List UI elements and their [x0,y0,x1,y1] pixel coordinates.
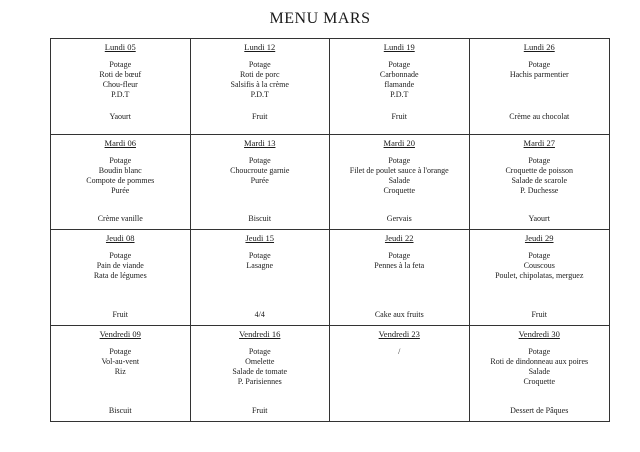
dessert-item: Fruit [531,309,548,319]
dish-item: Potage [528,251,551,260]
day-label: Lundi 05 [104,42,136,52]
day-label: Mardi 13 [244,137,276,148]
dish-list [330,156,469,196]
dish-item: Roti de bœuf [99,70,142,79]
dish-list [470,347,610,387]
dish-item: Potage [109,60,132,69]
dessert-item: Fruit [251,111,268,121]
dessert-item: Crème au chocolat [509,111,570,121]
dish-list [51,60,190,100]
dish-item: P. Parisiennes [237,376,282,386]
dish-list [470,60,610,80]
dish-item: Potage [109,155,132,165]
dessert-item: Fruit [112,309,129,319]
dessert-item: Biscuit [108,406,132,415]
dish-item: Potage [109,346,132,356]
dish-item: Purée [250,175,269,185]
dish-item: Salade de tomate [232,366,288,376]
menu-cell [51,326,191,422]
dessert-item: Cake aux fruits [374,309,424,319]
dish-list [191,60,330,100]
dish-list [330,60,469,100]
dish-item: Salade [528,366,550,376]
dessert-item: Dessert de Pâques [510,406,569,415]
dish-item: Lasagne [246,261,274,270]
dish-item: Potage [528,155,551,165]
dish-item: Potage [388,60,411,69]
dish-item: Potage [248,346,271,356]
dish-item: Chou-fleur [102,80,138,89]
menu-cell [330,135,470,231]
menu-cell [191,135,331,231]
dish-list [470,251,610,281]
dish-item: Roti de dindonneau aux poires [490,356,589,366]
dish-list [330,347,469,357]
dish-item: P.D.T [250,90,269,99]
dessert-item: 4/4 [254,309,265,319]
dessert-item: Biscuit [248,214,272,223]
dish-item: flamande [384,80,415,89]
dessert-item: Yaourt [528,214,550,223]
menu-cell [191,326,331,422]
dish-item: Pain de viande [96,261,144,270]
dish-item: Filet de poulet sauce à l'orange [349,165,449,175]
dish-item: Potage [248,155,271,165]
day-label: Vendredi 30 [518,328,560,339]
dish-item: Potage [528,60,551,69]
dish-item: Carbonnade [379,70,419,79]
day-label: Jeudi 08 [105,233,135,243]
dish-item: Poulet, chipolatas, merguez [495,271,584,280]
day-label: Mardi 27 [523,137,555,148]
day-label: Mardi 20 [383,137,415,148]
day-label: Jeudi 22 [384,233,414,243]
menu-cell [191,230,331,326]
dish-list [51,156,190,196]
menu-cell [51,39,191,135]
menu-cell [470,326,610,422]
dish-item: Roti de porc [239,70,280,79]
day-label: Jeudi 29 [524,233,554,243]
dish-item: Potage [248,60,271,69]
day-label: Vendredi 16 [239,328,281,339]
menu-grid [50,38,610,422]
dish-item: Croquette [383,185,416,195]
menu-cell [191,39,331,135]
day-label: Vendredi 23 [378,328,420,339]
dessert-item: Yaourt [109,111,131,121]
dish-item: P.D.T [111,90,130,99]
menu-cell [330,326,470,422]
dish-item: P.D.T [390,90,409,99]
dessert-item: Crème vanille [97,214,143,223]
day-label: Lundi 19 [383,42,415,52]
dish-list [191,156,330,186]
dish-item: Potage [109,251,132,260]
menu-cell [470,230,610,326]
dish-item: Potage [248,251,271,260]
dish-list [51,251,190,281]
dish-item: Salade [388,175,410,185]
dish-list [470,156,610,196]
menu-cell [51,135,191,231]
dish-item: Salade de scarole [511,175,568,185]
dish-item: Salsifis à la crème [230,80,289,89]
dish-item: Pennes à la feta [374,261,425,270]
day-label: Lundi 12 [244,42,276,52]
dish-item: Potage [388,155,411,165]
menu-cell [330,230,470,326]
dish-list [191,251,330,271]
dish-item: Riz [114,366,126,376]
dish-item: Potage [528,346,551,356]
dish-item: Purée [111,185,130,195]
dessert-item: Fruit [251,406,268,415]
dish-list [191,347,330,387]
dish-item: Croquette [523,376,556,386]
dish-item: Boudin blanc [98,165,142,175]
menu-cell [51,230,191,326]
day-label: Vendredi 09 [99,328,141,339]
dish-item: P. Duchesse [520,185,559,195]
day-label: Lundi 26 [523,42,555,52]
dessert-item: Gervais [386,214,412,223]
dish-item: Hachis parmentier [509,70,569,79]
day-label: Jeudi 15 [245,233,275,243]
dish-item: Compote de pommes [86,175,155,185]
dish-item: Omelette [245,356,275,366]
dish-item: Choucroute garnie [230,165,290,175]
dish-item: / [398,346,401,356]
day-label: Mardi 06 [104,137,136,148]
menu-cell [470,135,610,231]
dish-item: Vol-au-vent [101,356,140,366]
dish-item: Croquette de poisson [505,165,574,175]
menu-cell [470,39,610,135]
dish-item: Potage [388,251,411,260]
dish-list [51,347,190,377]
dessert-item: Fruit [391,111,408,121]
dish-list [330,251,469,271]
dish-item: Couscous [523,261,555,270]
menu-cell [330,39,470,135]
menu-title: MENU MARS [269,10,371,27]
dish-item: Rata de légumes [93,271,147,280]
